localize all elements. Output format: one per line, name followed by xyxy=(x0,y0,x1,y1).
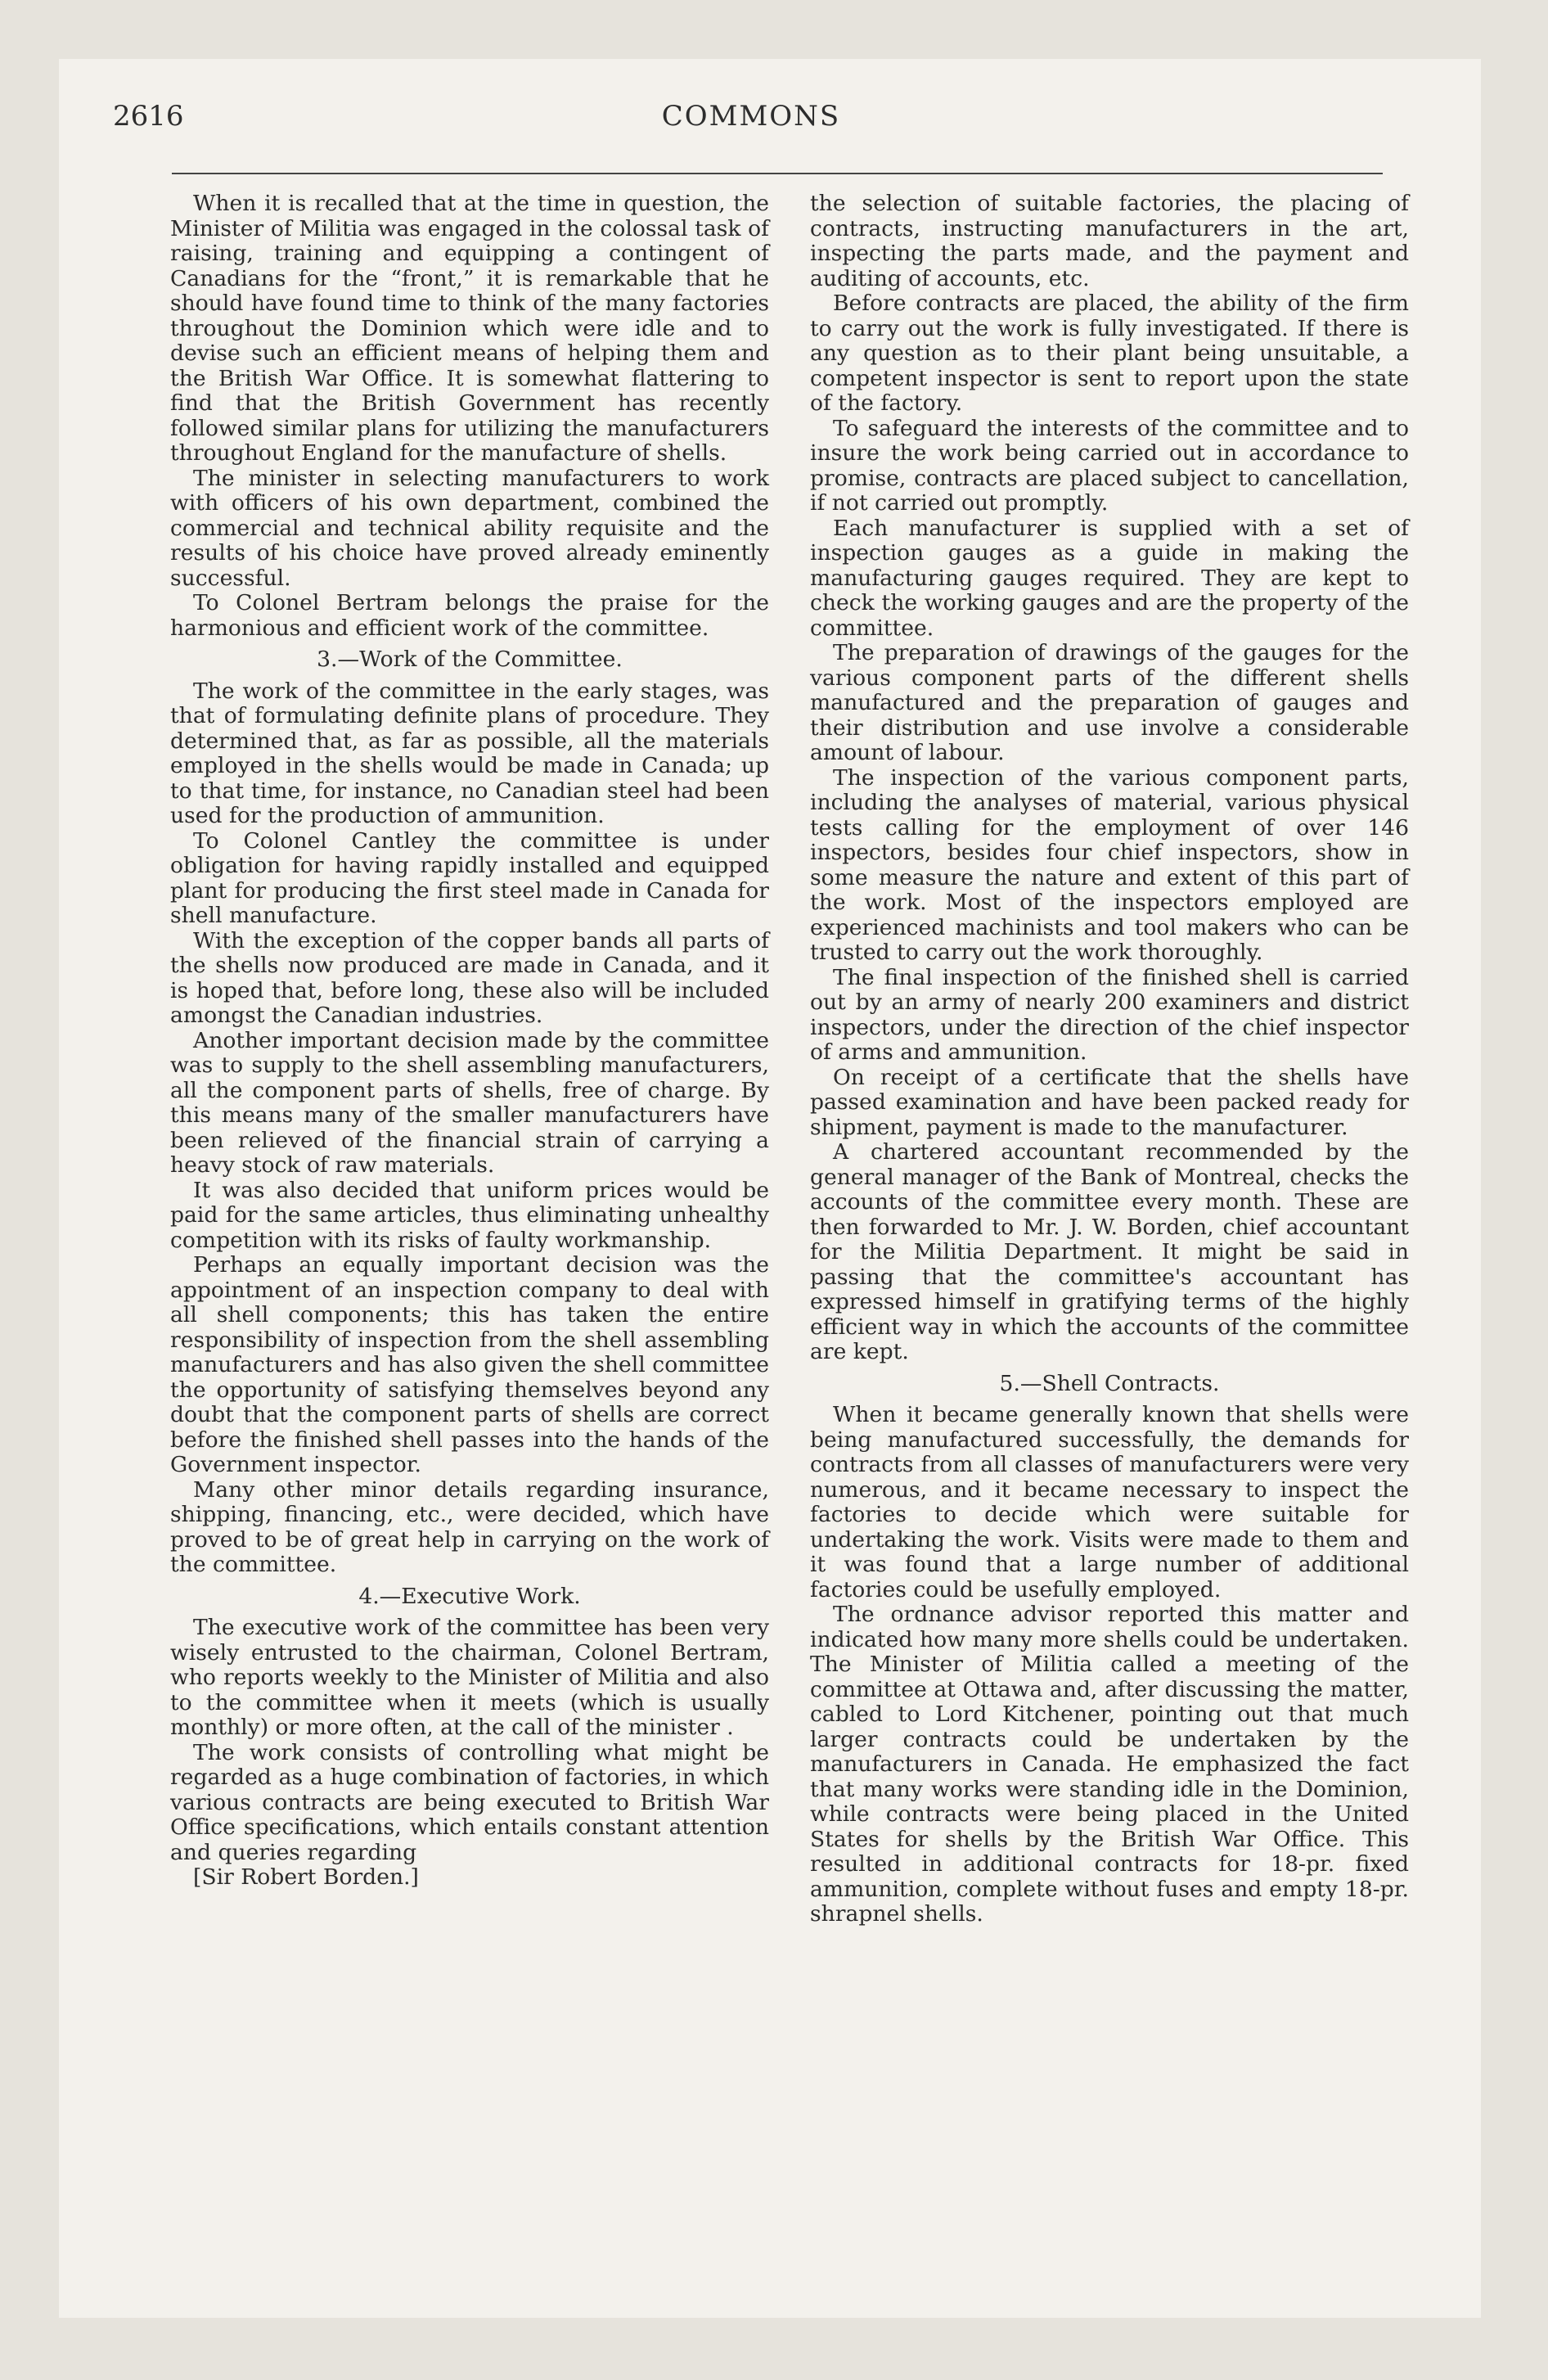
paragraph: With the exception of the copper bands all parts of the shells now produced are made in Canada, and it is hoped that, before long, these also will be included amongst the Canadian industries. xyxy=(170,927,769,1028)
running-title: COMMONS xyxy=(661,100,841,133)
speaker-attribution: [Sir Robert Borden.] xyxy=(193,1864,419,1890)
paragraph: The work consists of controlling what might be regarded as a huge combination of factories, in which various contracts are being executed to British War Office specifications, which entails constant attention and queries regarding xyxy=(170,1739,769,1865)
left-column xyxy=(170,192,769,1891)
paragraph: A chartered accountant recommended by the general manager of the Bank of Montreal, checks the accounts of the committee every month. These are then forwarded to Mr. J. W. Borden, chief accountant for the Militia Department. It might be said in passing that the committee's accountant has expressed himself in gratifying terms of the highly efficient way in which the accounts of the committee are kept. xyxy=(810,1139,1409,1364)
paragraph: To safeguard the interests of the committee and to insure the work being carried out in accordance to promise, contracts are placed subject to cancellation, if not carried out promptly. xyxy=(810,415,1409,516)
paragraph: The executive work of the committee has been very wisely entrusted to the chairman, Colonel Bertram, who reports weekly to the Minister of Militia and also to the committee when it meets (which is usually monthly) or more often, at the call of the minister . xyxy=(170,1615,769,1740)
section-heading: 5.—Shell Contracts. xyxy=(999,1370,1220,1396)
paragraph: Before contracts are placed, the ability of the firm to carry out the work is fully investigated. If there is any question as to their plant being unsuitable, a competent inspector is sent to report upon the state of the factory. xyxy=(810,291,1409,416)
page-number: 2616 xyxy=(113,100,184,133)
paragraph: The preparation of drawings of the gauges for the various component parts of the different shells manufactured and the preparation of gauges and their distribution and use involve a considerable amount of labour. xyxy=(810,640,1409,765)
paragraph: The work of the committee in the early stages, was that of formulating definite plans of procedure. They determined that, as far as possible, all the materials employed in the shells would be made in Canada; up to that time, for instance, no Canadian steel had been used for the production of ammunition. xyxy=(170,678,769,828)
paragraph: It was also decided that uniform prices would be paid for the same articles, thus eliminating unhealthy competition with its risks of faulty workmanship. xyxy=(170,1177,769,1253)
running-head xyxy=(113,100,1389,141)
paragraph: The minister in selecting manufacturers to work with officers of his own department, combined the commercial and technical ability requisite and the results of his choice have proved already eminently successful. xyxy=(170,465,769,591)
paragraph: On receipt of a certificate that the shells have passed examination and have been packed ready for shipment, payment is made to the manufacturer. xyxy=(810,1064,1409,1140)
paragraph: Each manufacturer is supplied with a set of inspection gauges as a guide in making the manufacturing gauges required. They are kept to check the working gauges and are the property of the committee. xyxy=(810,515,1409,641)
paragraph: Another important decision made by the committee was to supply to the shell assembling manufacturers, all the component parts of shells, free of charge. By this means many of the smaller manufacturers have been relieved of the financial strain of carrying a heavy stock of raw materials. xyxy=(170,1027,769,1178)
paragraph: When it became generally known that shells were being manufactured successfully, the demands for contracts from all classes of manufacturers were very numerous, and it became necessary to inspect the factories to decide which were suitable for undertaking the work. Visits were made to them and it was found that a large number of additional factories could be usefully employed. xyxy=(810,1402,1409,1602)
section-heading: 3.—Work of the Committee. xyxy=(317,647,623,672)
paragraph: Perhaps an equally important decision was the appointment of an inspection company to deal with all shell components; this has taken the entire responsibility of inspection from the shell assembling manufacturers and has also given the shell committee the opportunity of satisfying themselves beyond any doubt that the component parts of shells are correct before the finished shell passes into the hands of the Government inspector. xyxy=(170,1252,769,1477)
paragraph: When it is recalled that at the time in question, the Minister of Militia was engaged in the colossal task of raising, training and equipping a contingent of Canadians for the “front,” it is remarkable that he should have found time to think of the many factories throughout the Dominion which were idle and to devise such an efficient means of helping them and the British War Office. It is somewhat flattering to find that the British Government has recently followed similar plans for utilizing the manufacturers throughout England for the manufacture of shells. xyxy=(170,191,769,466)
paragraph: To Colonel Bertram belongs the praise for the harmonious and efficient work of the committee. xyxy=(170,590,769,641)
paragraph: To Colonel Cantley the committee is under obligation for having rapidly installed and equipped plant for producing the first steel made in Canada for shell manufacture. xyxy=(170,827,769,928)
section-heading: 4.—Executive Work. xyxy=(358,1583,581,1609)
right-column xyxy=(810,192,1409,1927)
paragraph: The inspection of the various component parts, including the analyses of material, various physical tests calling for the employment of over 146 inspectors, besides four chief inspectors, show in some measure the nature and extent of this part of the work. Most of the inspectors employed are experienced machinists and tool makers who can be trusted to carry out the work thoroughly. xyxy=(810,764,1409,965)
paragraph: The ordnance advisor reported this matter and indicated how many more shells could be undertaken. The Minister of Militia called a meeting of the committee at Ottawa and, after discussing the matter, cabled to Lord Kitchener, pointing out that much larger contracts could be undertaken by the manufacturers in Canada. He emphasized the fact that many works were standing idle in the Dominion, while contracts were being placed in the United States for shells by the British War Office. This resulted in additional contracts for 18-pr. fixed ammunition, complete without fuses and empty 18-pr. shrapnel shells. xyxy=(810,1602,1409,1927)
paragraph: The final inspection of the finished shell is carried out by an army of nearly 200 examiners and district inspectors, under the direction of the chief inspector of arms and ammunition. xyxy=(810,964,1409,1065)
paragraph: Many other minor details regarding insurance, shipping, financing, etc., were decided, which have proved to be of great help in carrying on the work of the committee. xyxy=(170,1476,769,1577)
paragraph: the selection of suitable factories, the placing of contracts, instructing manufacturers in the art, inspecting the parts made, and the payment and auditing of accounts, etc. xyxy=(810,191,1409,291)
header-rule xyxy=(172,173,1383,174)
